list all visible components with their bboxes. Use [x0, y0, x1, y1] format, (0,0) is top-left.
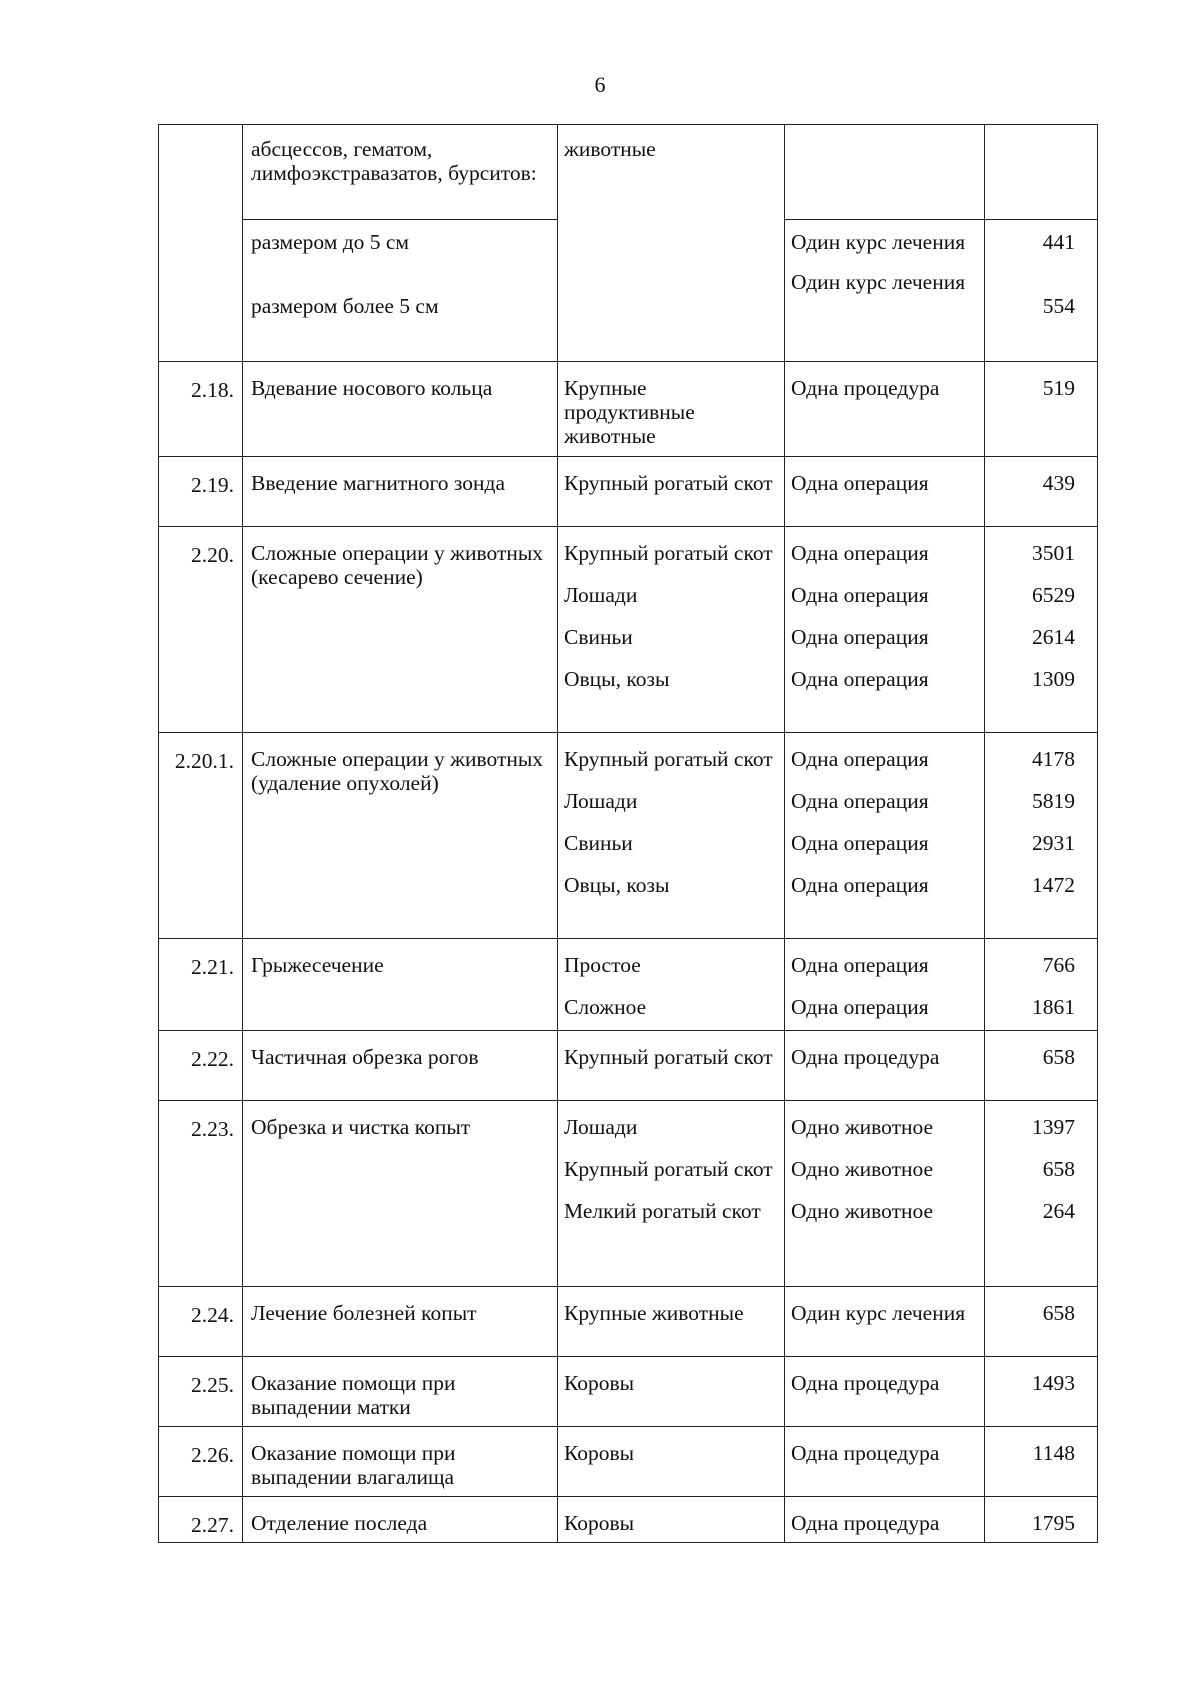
cell-num [159, 527, 243, 733]
service-name: Вдевание носового кольца [251, 376, 493, 400]
row-number: 2.22. [191, 1047, 234, 1071]
unit: Одна операция [791, 541, 929, 565]
price: 658 [1042, 1157, 1075, 1181]
cell-animal [558, 125, 785, 362]
cell-price [985, 362, 1098, 457]
unit: Одна операция [791, 873, 929, 897]
cell-name [243, 733, 558, 939]
cell-num [159, 1427, 243, 1497]
cell-price-empty [985, 125, 1098, 220]
cell-animal [558, 1497, 785, 1543]
unit: Одна операция [791, 583, 929, 607]
unit: Одна операция [791, 953, 929, 977]
cell-price [985, 939, 1098, 1031]
cell-price [985, 1497, 1098, 1543]
price: 519 [1042, 376, 1075, 400]
cell-name [243, 1497, 558, 1543]
row-number: 2.25. [191, 1373, 234, 1397]
price: 439 [1042, 471, 1075, 495]
cell-num [159, 1357, 243, 1427]
animal-type: Коровы [564, 1511, 635, 1535]
animal-type: Крупные продуктивные животные [564, 376, 695, 448]
table-row [159, 1497, 1098, 1543]
cell-name [243, 1101, 558, 1287]
unit: Одна процедура [791, 376, 940, 400]
unit: Одна процедура [791, 1441, 940, 1465]
cell-price [985, 733, 1098, 939]
cell-num [159, 457, 243, 527]
cell-name [243, 125, 558, 220]
unit: Один курс лечения [791, 270, 966, 294]
cell-num-empty [159, 125, 243, 362]
price: 3501 [1032, 541, 1075, 565]
table-row [159, 733, 1098, 939]
cell-unit [785, 220, 985, 362]
unit: Одно животное [791, 1157, 934, 1181]
cell-unit [785, 1357, 985, 1427]
price: 4178 [1032, 747, 1075, 771]
cell-price [985, 1427, 1098, 1497]
unit: Один курс лечения [791, 230, 966, 254]
price: 554 [1042, 294, 1075, 318]
animal-type: Коровы [564, 1371, 635, 1395]
table-row [159, 362, 1098, 457]
cell-name [243, 1031, 558, 1101]
unit: Один курс лечения [791, 1301, 966, 1325]
cell-unit [785, 457, 985, 527]
price: 1861 [1032, 995, 1075, 1019]
animal-type: Крупный рогатый скот [564, 471, 773, 495]
service-name: Лечение болезней копыт [251, 1301, 477, 1325]
price: 441 [1042, 230, 1075, 254]
table-row [159, 1031, 1098, 1101]
price: 6529 [1032, 583, 1075, 607]
table-row [159, 1357, 1098, 1427]
cell-name [243, 220, 558, 362]
cell-unit [785, 733, 985, 939]
animal-type: Сложное [564, 995, 647, 1019]
price: 1148 [1032, 1441, 1075, 1465]
cell-name [243, 362, 558, 457]
animal-type: Свиньи [564, 625, 633, 649]
cell-num [159, 733, 243, 939]
size-option: размером до 5 см [251, 230, 410, 254]
unit: Одна процедура [791, 1045, 940, 1069]
unit: Одно животное [791, 1115, 934, 1139]
price: 658 [1042, 1301, 1075, 1325]
animal-type: Мелкий рогатый скот [564, 1199, 761, 1223]
cell-price [985, 220, 1098, 362]
price: 5819 [1032, 789, 1075, 813]
table-row [159, 1287, 1098, 1357]
animal-type: Простое [564, 953, 641, 977]
cell-animal [558, 1427, 785, 1497]
animal-type: Овцы, козы [564, 873, 670, 897]
row-number: 2.19. [191, 473, 234, 497]
cell-name [243, 1427, 558, 1497]
cell-unit [785, 1101, 985, 1287]
unit: Одна операция [791, 995, 929, 1019]
animal-type: Лошади [564, 1115, 638, 1139]
cell-price [985, 1101, 1098, 1287]
unit: Одно животное [791, 1199, 934, 1223]
animal-type: Крупные животные [564, 1301, 744, 1325]
row-number: 2.23. [191, 1117, 234, 1141]
table-row-continuation-head [159, 125, 1098, 220]
cell-num [159, 1101, 243, 1287]
unit: Одна операция [791, 831, 929, 855]
row-number: 2.18. [191, 378, 234, 402]
unit: Одна операция [791, 667, 929, 691]
size-option: размером более 5 см [251, 294, 439, 318]
price-table [158, 124, 1098, 1543]
cell-animal [558, 457, 785, 527]
cell-animal [558, 527, 785, 733]
cell-unit [785, 1427, 985, 1497]
service-name: Грыжесечение [251, 953, 384, 977]
table-row [159, 1101, 1098, 1287]
unit: Одна процедура [791, 1371, 940, 1395]
price: 766 [1042, 953, 1075, 977]
service-name: Отделение последа [251, 1511, 428, 1535]
cell-unit [785, 939, 985, 1031]
animal-type: Крупный рогатый скот [564, 1045, 773, 1069]
table-row [159, 939, 1098, 1031]
unit: Одна операция [791, 625, 929, 649]
cell-unit [785, 362, 985, 457]
row-number: 2.26. [191, 1443, 234, 1467]
cell-unit [785, 1287, 985, 1357]
price: 1397 [1032, 1115, 1075, 1139]
cell-animal [558, 362, 785, 457]
cell-price [985, 527, 1098, 733]
cell-num [159, 1497, 243, 1543]
service-name: абсцессов, гематом, лимфоэкстравазатов, бурситов: [251, 137, 537, 185]
service-name: Сложные операции у животных (кесарево сечение) [251, 541, 544, 589]
price: 1309 [1032, 667, 1075, 691]
service-name: Сложные операции у животных (удаление опухолей) [251, 747, 544, 795]
cell-animal [558, 939, 785, 1031]
cell-price [985, 1357, 1098, 1427]
animal-type: животные [564, 137, 656, 161]
cell-animal [558, 1031, 785, 1101]
cell-unit-empty [785, 125, 985, 220]
price: 264 [1042, 1199, 1075, 1223]
service-name: Обрезка и чистка копыт [251, 1115, 471, 1139]
cell-animal [558, 1357, 785, 1427]
cell-name [243, 939, 558, 1031]
cell-name [243, 1287, 558, 1357]
cell-unit [785, 527, 985, 733]
cell-name [243, 457, 558, 527]
table-row [159, 1427, 1098, 1497]
table-row [159, 527, 1098, 733]
animal-type: Крупный рогатый скот [564, 541, 773, 565]
cell-num [159, 939, 243, 1031]
cell-num [159, 1031, 243, 1101]
animal-type: Овцы, козы [564, 667, 670, 691]
service-name: Частичная обрезка рогов [251, 1045, 479, 1069]
cell-name [243, 1357, 558, 1427]
unit: Одна операция [791, 747, 929, 771]
animal-type: Лошади [564, 583, 638, 607]
row-number: 2.27. [191, 1513, 234, 1537]
animal-type: Лошади [564, 789, 638, 813]
row-number: 2.20. [191, 543, 234, 567]
table-row [159, 457, 1098, 527]
cell-animal [558, 1101, 785, 1287]
cell-unit [785, 1497, 985, 1543]
cell-num [159, 1287, 243, 1357]
cell-name [243, 527, 558, 733]
cell-price [985, 457, 1098, 527]
price: 658 [1042, 1045, 1075, 1069]
animal-type: Свиньи [564, 831, 633, 855]
animal-type: Коровы [564, 1441, 635, 1465]
row-number: 2.20.1. [174, 749, 234, 773]
row-number: 2.24. [191, 1303, 234, 1327]
cell-price [985, 1031, 1098, 1101]
service-name: Оказание помощи при выпадении матки [251, 1371, 456, 1419]
service-name: Оказание помощи при выпадении влагалища [251, 1441, 456, 1489]
unit: Одна операция [791, 471, 929, 495]
price: 1472 [1032, 873, 1075, 897]
cell-unit [785, 1031, 985, 1101]
row-number: 2.21. [191, 955, 234, 979]
animal-type: Крупный рогатый скот [564, 747, 773, 771]
animal-type: Крупный рогатый скот [564, 1157, 773, 1181]
unit: Одна процедура [791, 1511, 940, 1535]
cell-animal [558, 733, 785, 939]
cell-animal [558, 1287, 785, 1357]
unit: Одна операция [791, 789, 929, 813]
page-number: 6 [594, 72, 606, 97]
service-name: Введение магнитного зонда [251, 471, 506, 495]
price: 2931 [1032, 831, 1075, 855]
price: 1493 [1032, 1371, 1075, 1395]
price: 2614 [1032, 625, 1075, 649]
cell-price [985, 1287, 1098, 1357]
cell-num [159, 362, 243, 457]
price: 1795 [1032, 1511, 1075, 1535]
